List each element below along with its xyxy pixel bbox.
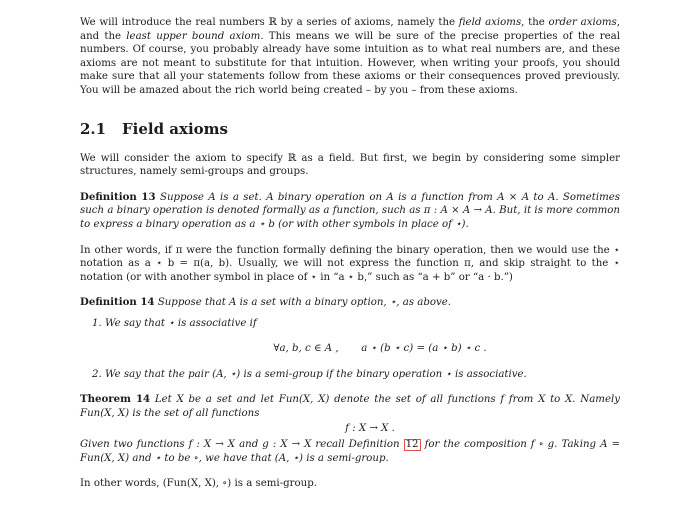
field-axioms-term: field axioms — [458, 17, 522, 28]
theorem-14-given — [80, 438, 620, 465]
given-text-post: for the composition f ∘ g. Taking A = Fun(X, X) and ⋆ to be ∘, we have that (A, ⋆) is a semi-group. — [80, 439, 620, 464]
theorem-14-text: Let X be a set and let Fun(X, X) denote the set of all functions f from X to X. Namely Fun(X, X) is the set of all functions — [80, 394, 620, 419]
intro-paragraph — [80, 16, 620, 98]
definition-14 — [80, 296, 620, 310]
definition-13 — [80, 191, 620, 232]
section-number: 2.1 — [80, 119, 107, 138]
intro-text-4: . This means we will be sure of the precise properties of the real numbers. Of course, you probably already have some intuition as to what real numbers are, and these axioms are not meant to substitute for that intuition. However, when writing your proofs, you should make sure that all your statements follow from these axioms or their consequences proved previously. You will be amazed about the rich world being created – by you – from these axioms. — [80, 30, 620, 96]
section-intro: We will consider the axiom to specify ℝ as a field. But first, we begin by considering some simpler structures, namely semi-groups and groups. — [80, 152, 620, 178]
section-heading — [80, 120, 620, 138]
function-formula: f : X → X . — [345, 423, 395, 435]
closing-paragraph: In other words, (Fun(X, X), ∘) is a semi-group. — [80, 478, 317, 490]
associativity-formula: ∀a, b, c ∈ A , a ⋆ (b ⋆ c) = (a ⋆ b) ⋆ c . — [273, 342, 487, 354]
definition-13-text: Suppose A is a set. A binary operation on A is a function from A × A to A. Sometimes such a binary operation is denoted formally as a function, such as π : A × A → A. But, it is more common to express a binary operation as a ⋆ b (or with other symbols in place of ⋆). — [80, 191, 620, 230]
paper-page — [80, 8, 620, 491]
order-axioms-term: order axioms — [548, 17, 617, 28]
definition-14-item-2: 2. We say that the pair (A, ⋆) is a semi-group if the binary operation ⋆ is associative. — [92, 368, 527, 380]
least-upper-bound-term: least upper bound axiom — [126, 30, 261, 42]
given-text-pre: Given two functions f : X → X and g : X → X recall Definition — [80, 439, 404, 451]
intro-text-1: We will introduce the real numbers ℝ by a series of axioms, namely the — [80, 17, 459, 28]
theorem-14 — [80, 393, 620, 420]
definition-14-label: Definition 14 — [80, 296, 155, 309]
section-title: Field axioms — [122, 119, 228, 138]
intro-text-2: , the — [521, 17, 549, 28]
other-words-paragraph: In other words, if π were the function formally defining the binary operation, then we would use the ⋆ notation as a ⋆ b = π(a, b). Usually, we will not express the function π, and skip straight to the ⋆ notation (or with another symbol in place of ⋆ in “a ⋆ b,” such as “a + b” or “a · b.”) — [80, 244, 620, 283]
definition-14-text: Suppose that A is a set with a binary option, ⋆, as above. — [154, 297, 452, 309]
intro-text-3: , and the — [80, 17, 620, 42]
theorem-14-label: Theorem 14 — [80, 393, 151, 406]
definition-12-link[interactable]: 12 — [405, 439, 419, 451]
definition-13-label: Definition 13 — [80, 190, 156, 203]
definition-14-item-1: 1. We say that ⋆ is associative if — [92, 317, 257, 329]
